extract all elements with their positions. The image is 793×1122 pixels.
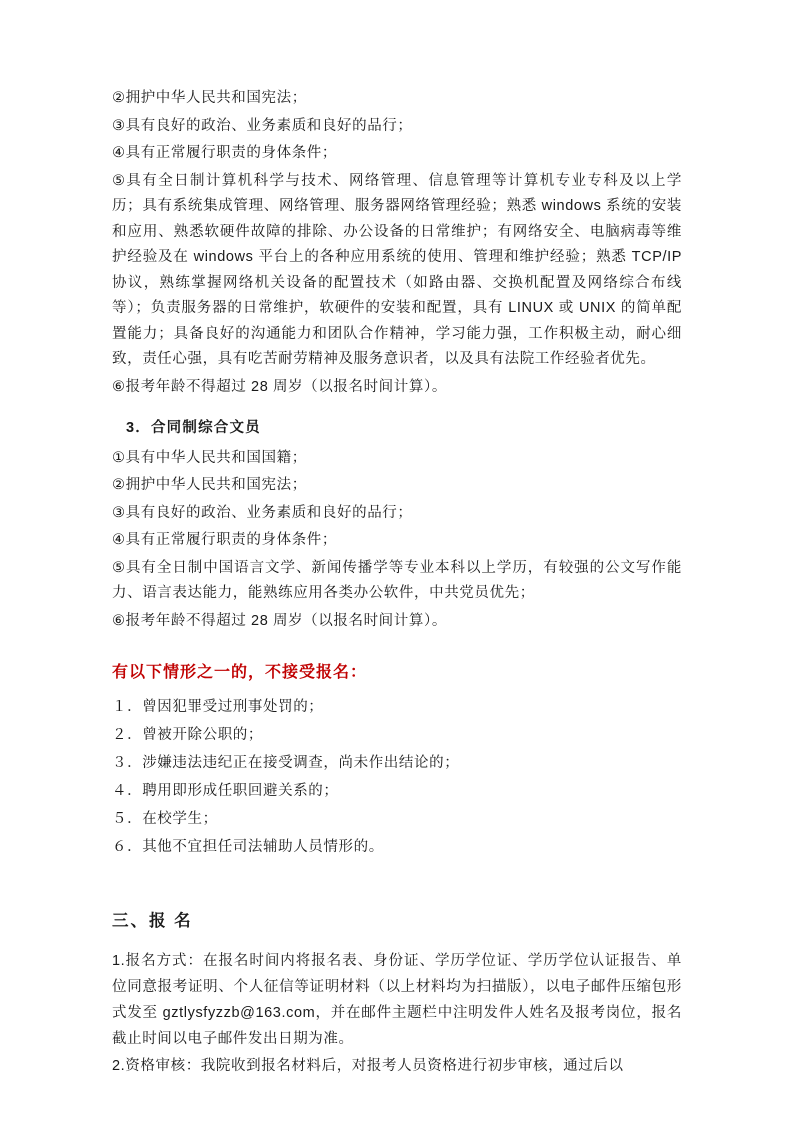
disqualification-heading: 有以下情形之一的，不接受报名： <box>112 664 368 681</box>
paragraph: 2.资格审核：我院收到报名材料后，对报考人员资格进行初步审核，通过后以 <box>112 1058 624 1074</box>
list-item: ⑤具有全日制中国语言文学、新闻传播学等专业本科以上学历，有较强的公文写作能力、语言表达能力，能熟练应用各类办公软件，中共党员优先； <box>112 559 682 601</box>
page-content <box>112 86 682 1080</box>
list-item: ２．曾被开除公职的； <box>112 727 263 743</box>
list-item: ５．在校学生； <box>112 811 218 827</box>
list-item: ⑥报考年龄不得超过 28 周岁（以报名时间计算）。 <box>112 378 447 395</box>
disqualification-list <box>112 694 682 860</box>
list-item: ①具有中华人民共和国国籍； <box>112 449 307 466</box>
list-item: ④具有正常履行职责的身体条件； <box>112 145 337 161</box>
list-item: ⑥报考年龄不得超过 28 周岁（以报名时间计算）。 <box>112 612 447 629</box>
subsection-heading-3: 3．合同制综合文员 <box>126 420 261 436</box>
requirements-list-continued <box>112 86 682 400</box>
list-item: ②拥护中华人民共和国宪法； <box>112 477 307 493</box>
registration-paragraphs <box>112 948 682 1079</box>
list-item: ６．其他不宜担任司法辅助人员情形的。 <box>112 839 384 855</box>
list-item: ②拥护中华人民共和国宪法； <box>112 90 307 106</box>
section-heading-registration: 三、报 名 <box>112 912 193 930</box>
list-item: ④具有正常履行职责的身体条件； <box>112 532 337 548</box>
list-item: ⑤具有全日制计算机科学与技术、网络管理、信息管理等计算机专业专科及以上学历；具有系统集成管理、网络管理、服务器网络管理经验；熟悉 windows 系统的安装和应用、熟悉软硬件故障的排除、办公设备的日常维护；有网络安全、电脑病毒等维护经验及在 windows 平台上的各种应用系统的使用、管理和维护经验；熟悉 TCP/IP 协议，熟练掌握网络机关设备的配置技术（如路由器、交换机配置及网络综合布线等）；负责服务器的日常维护，软硬件的安装和配置，具有 LINUX 或 UNIX 的简单配置能力；具备良好的沟通能力和团队合作精神，学习能力强，工作积极主动，耐心细致，责任心强，具有吃苦耐劳精神及服务意识者，以及具有法院工作经验者优先。 <box>112 172 682 367</box>
paragraph: 1.报名方式：在报名时间内将报名表、身份证、学历学位证、学历学位认证报告、单位同意报考证明、个人征信等证明材料（以上材料均为扫描版），以电子邮件压缩包形式发至 gztlysfyzzb@163.com，并在邮件主题栏中注明发件人姓名及报考岗位，报名截止时间以电子邮件发出日期为准。 <box>112 953 682 1047</box>
list-item: ３．涉嫌违法违纪正在接受调查，尚未作出结论的； <box>112 755 460 771</box>
clerk-requirements-list <box>112 446 682 635</box>
list-item: ③具有良好的政治、业务素质和良好的品行； <box>112 504 413 521</box>
list-item: １．曾因犯罪受过刑事处罚的； <box>112 699 324 715</box>
list-item: ４．聘用即形成任职回避关系的； <box>112 783 339 799</box>
list-item: ③具有良好的政治、业务素质和良好的品行； <box>112 117 413 134</box>
section-spacer <box>112 862 682 908</box>
